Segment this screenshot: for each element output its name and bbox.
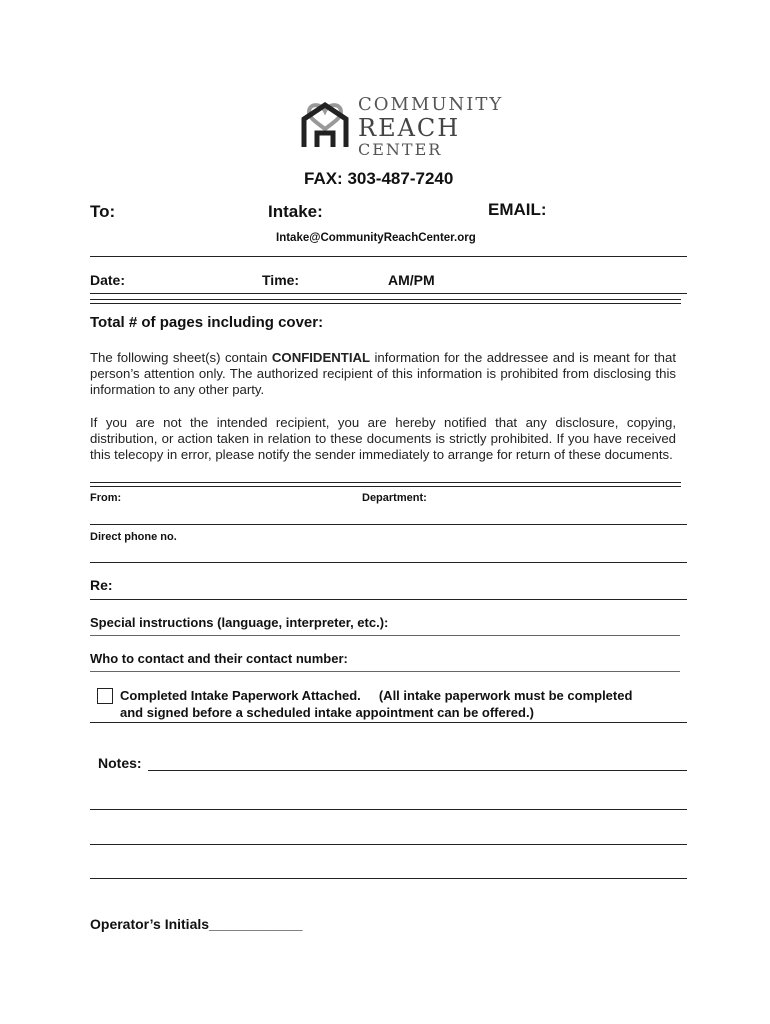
double-divider bbox=[90, 482, 681, 487]
notes-line bbox=[90, 809, 687, 810]
date-label: Date: bbox=[90, 272, 126, 288]
notes-line bbox=[90, 878, 687, 879]
notes-line bbox=[90, 844, 687, 845]
email-label: EMAIL: bbox=[488, 200, 547, 219]
notice-text: information for the addressee and is meant for that person’s attention only. The authorized recipient of this information is prohibited from disclosing this information to any other party. bbox=[90, 350, 676, 398]
notes-line bbox=[148, 770, 687, 771]
community-reach-logo-icon bbox=[300, 97, 350, 149]
logo-line-reach: REACH bbox=[358, 114, 461, 142]
email-address: Intake@CommunityReachCenter.org bbox=[276, 232, 476, 244]
pages-label: Total # of pages including cover: bbox=[90, 314, 324, 331]
phone-label: Direct phone no. bbox=[90, 531, 177, 543]
from-label: From: bbox=[90, 492, 122, 504]
confidential-notice bbox=[90, 350, 676, 399]
confidential-word: CONFIDENTIAL bbox=[271, 350, 371, 365]
department-label: Department: bbox=[362, 492, 427, 504]
notice-text: The following sheet(s) contain bbox=[90, 350, 272, 365]
contact-label: Who to contact and their contact number: bbox=[90, 651, 348, 666]
operator-blank: ____________ bbox=[209, 916, 303, 932]
to-label: To: bbox=[90, 202, 116, 221]
notes-label: Notes: bbox=[98, 755, 142, 771]
logo-line-center: CENTER bbox=[358, 140, 443, 159]
contact-line bbox=[90, 671, 680, 672]
re-label: Re: bbox=[90, 577, 113, 593]
operator-label: Operator’s Initials bbox=[90, 916, 210, 932]
paperwork-line-2: and signed before a scheduled intake appointment can be offered.) bbox=[120, 705, 534, 720]
logo-line-community: COMMUNITY bbox=[358, 94, 504, 115]
double-divider bbox=[90, 299, 681, 304]
time-label: Time: bbox=[262, 272, 300, 288]
special-line bbox=[90, 635, 680, 636]
divider bbox=[90, 256, 687, 257]
operator-initials bbox=[90, 916, 302, 932]
phone-line bbox=[90, 562, 687, 563]
divider bbox=[90, 722, 687, 723]
paperwork-checkbox[interactable] bbox=[97, 688, 113, 704]
fax-number: FAX: 303-487-7240 bbox=[304, 169, 454, 188]
recipient-notice: If you are not the intended recipient, you are hereby notified that any disclosure, copying, distribution, or action taken in relation to these documents is strictly prohibited. If you have received this telecopy in error, please notify the sender immediately to arrange for return of these documents. bbox=[90, 415, 676, 463]
ampm-label: AM/PM bbox=[388, 272, 435, 288]
intake-label: Intake: bbox=[268, 202, 323, 221]
re-line bbox=[90, 599, 687, 600]
divider bbox=[90, 293, 687, 294]
special-instructions-label: Special instructions (language, interpreter, etc.): bbox=[90, 615, 389, 630]
from-line bbox=[90, 524, 687, 525]
paperwork-text bbox=[120, 687, 632, 721]
paperwork-line-1: Completed Intake Paperwork Attached. (All intake paperwork must be completed bbox=[120, 688, 633, 703]
logo-wordmark bbox=[358, 96, 503, 158]
